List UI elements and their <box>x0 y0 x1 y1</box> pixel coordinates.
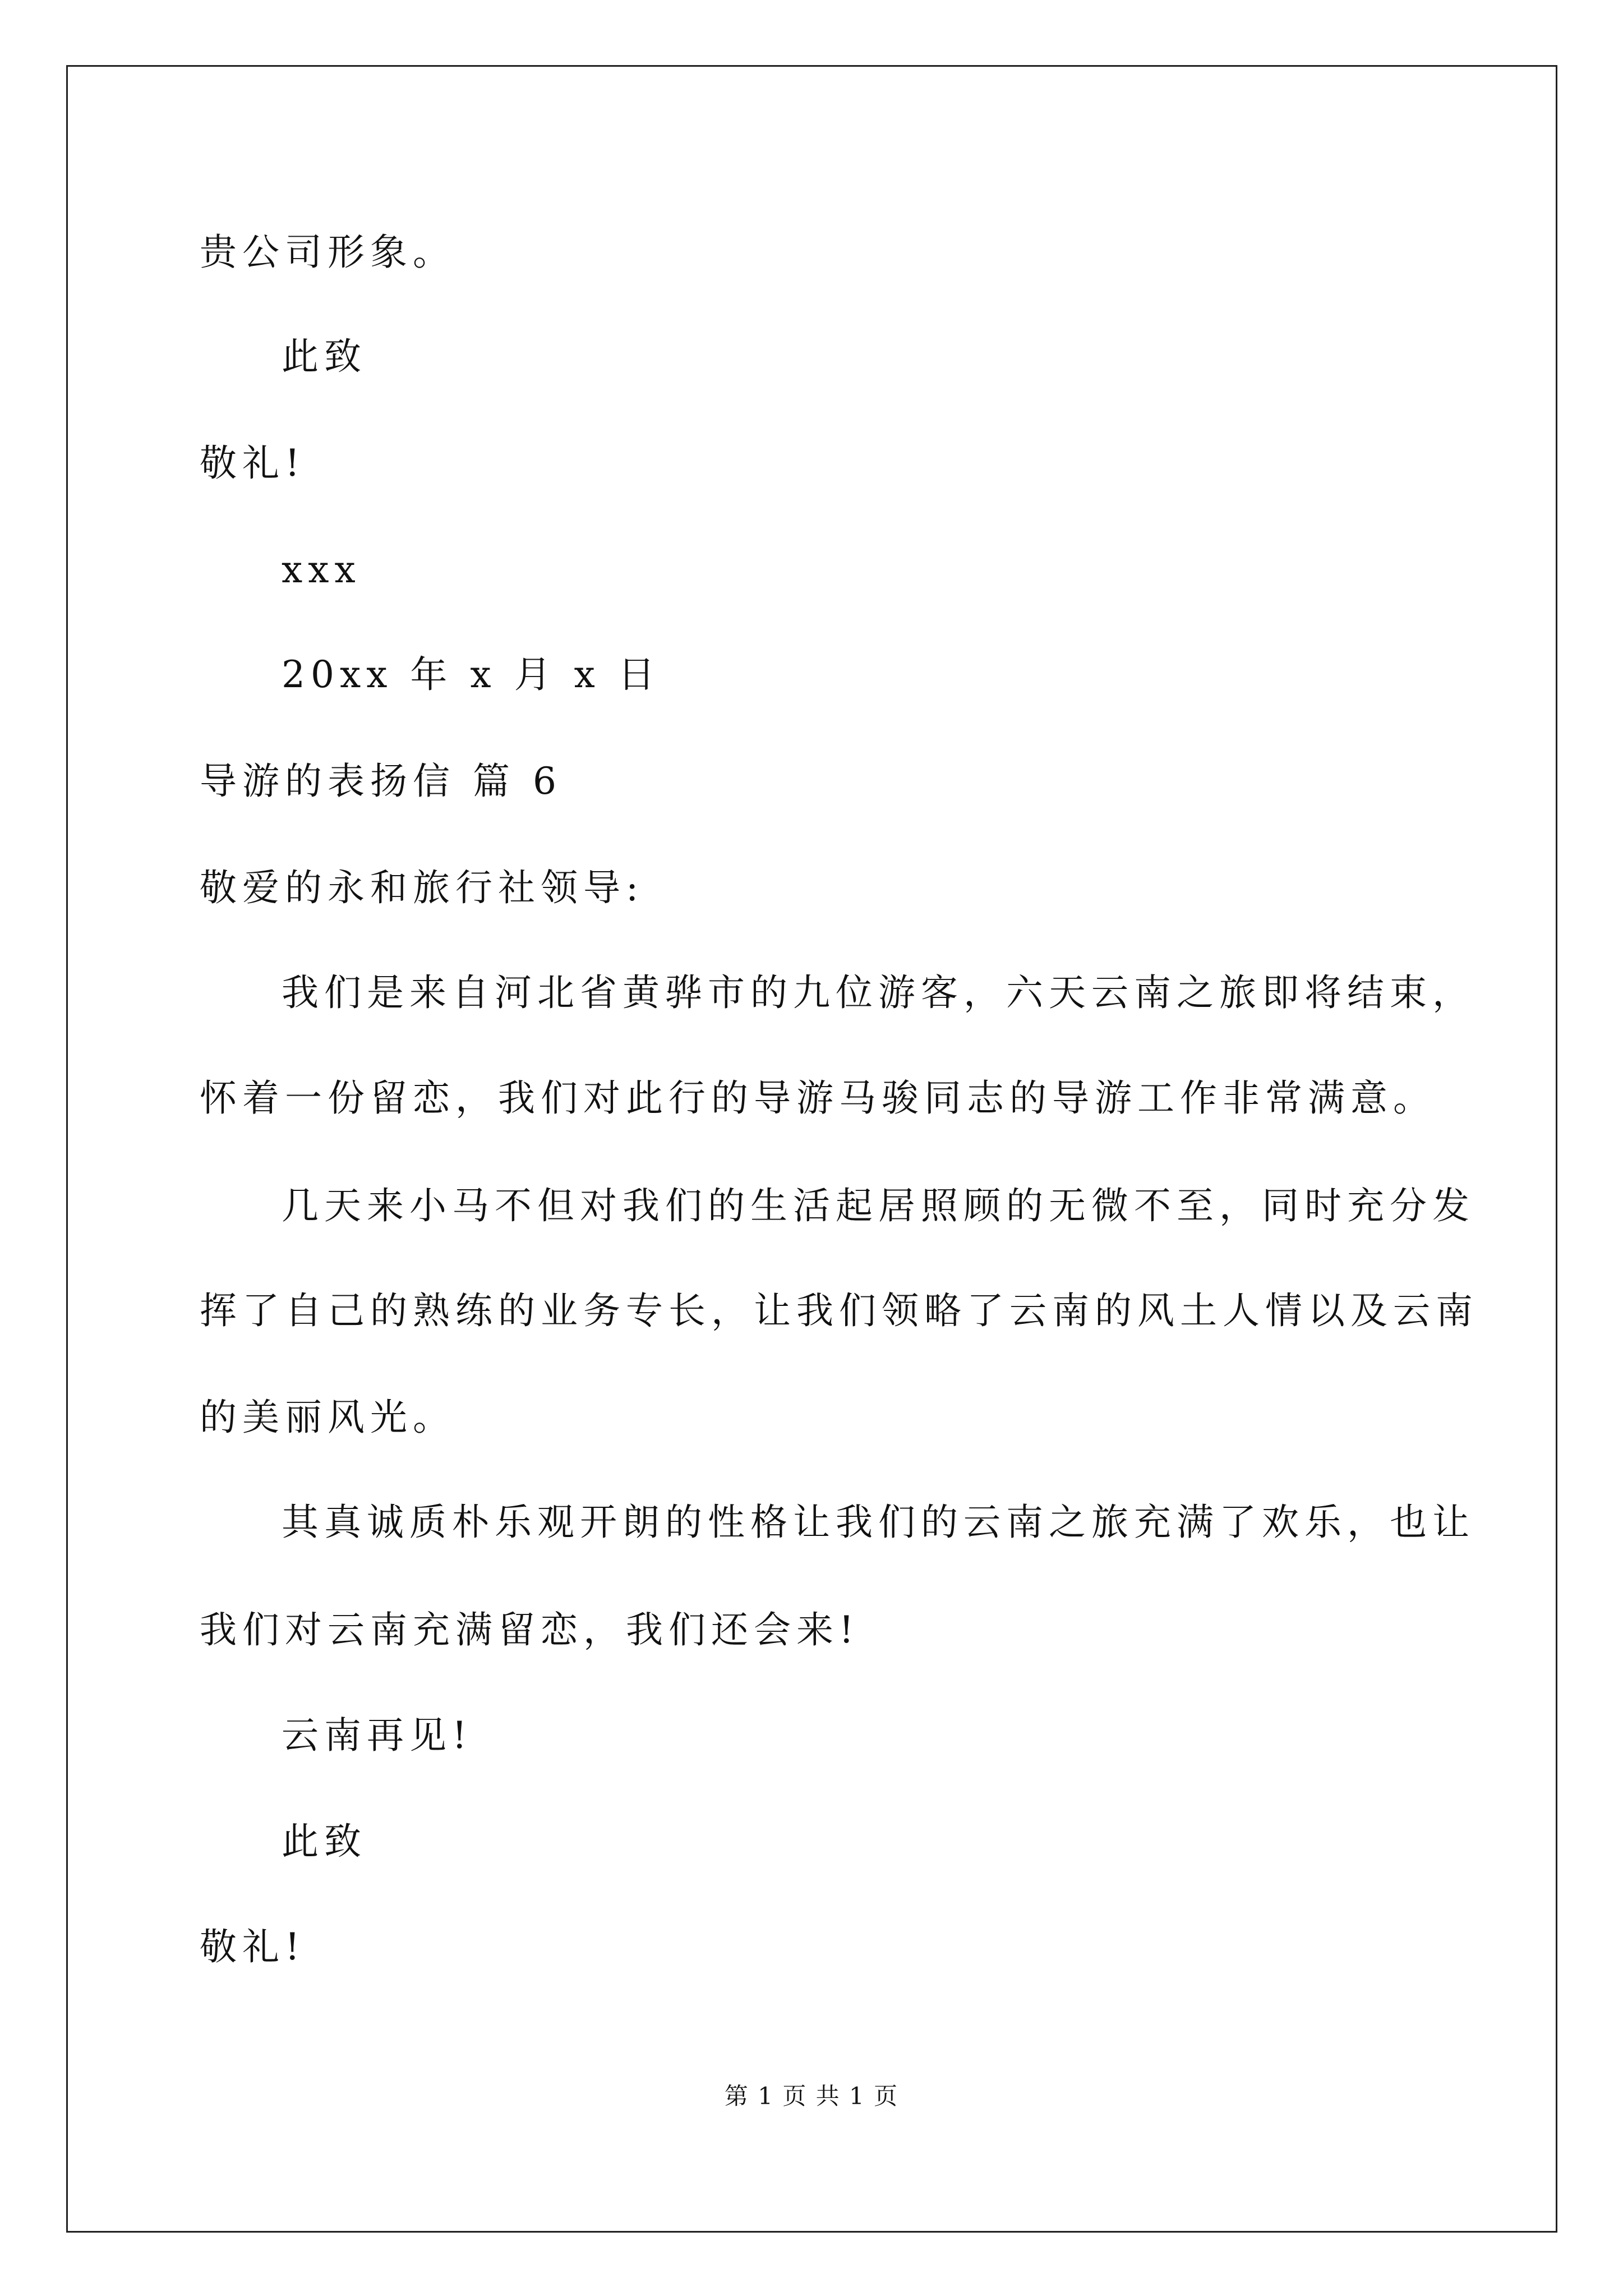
text-line: 此致 <box>282 335 367 378</box>
page-footer: 第 1 页 共 1 页 <box>724 2082 899 2110</box>
page-frame <box>66 65 1557 2233</box>
text-line: 敬礼! <box>200 1925 306 1968</box>
text-line: 敬礼! <box>200 441 306 485</box>
text-line: xxx <box>282 548 361 591</box>
text-line: 其真诚质朴乐观开朗的性格让我们的云南之旅充满了欢乐，也让 <box>282 1501 1475 1544</box>
text-line: 20xx 年 x 月 x 日 <box>282 653 661 696</box>
text-line: 此致 <box>282 1820 367 1863</box>
salutation: 敬爱的永和旅行社领导: <box>200 866 644 909</box>
text-line: 怀着一份留恋，我们对此行的导游马骏同志的导游工作非常满意。 <box>200 1076 1436 1120</box>
text-line: 我们是来自河北省黄骅市的九位游客，六天云南之旅即将结束， <box>282 971 1475 1014</box>
text-line: 贵公司形象。 <box>200 231 455 274</box>
text-line: 挥了自己的熟练的业务专长，让我们领略了云南的风土人情以及云南 <box>200 1289 1478 1332</box>
section-heading: 导游的表扬信 篇 6 <box>200 760 562 803</box>
text-line: 几天来小马不但对我们的生活起居照顾的无微不至，同时充分发 <box>282 1184 1475 1227</box>
text-line: 云南再见! <box>282 1714 473 1757</box>
text-line: 的美丽风光。 <box>200 1396 455 1439</box>
text-line: 我们对云南充满留恋，我们还会来! <box>200 1608 860 1651</box>
